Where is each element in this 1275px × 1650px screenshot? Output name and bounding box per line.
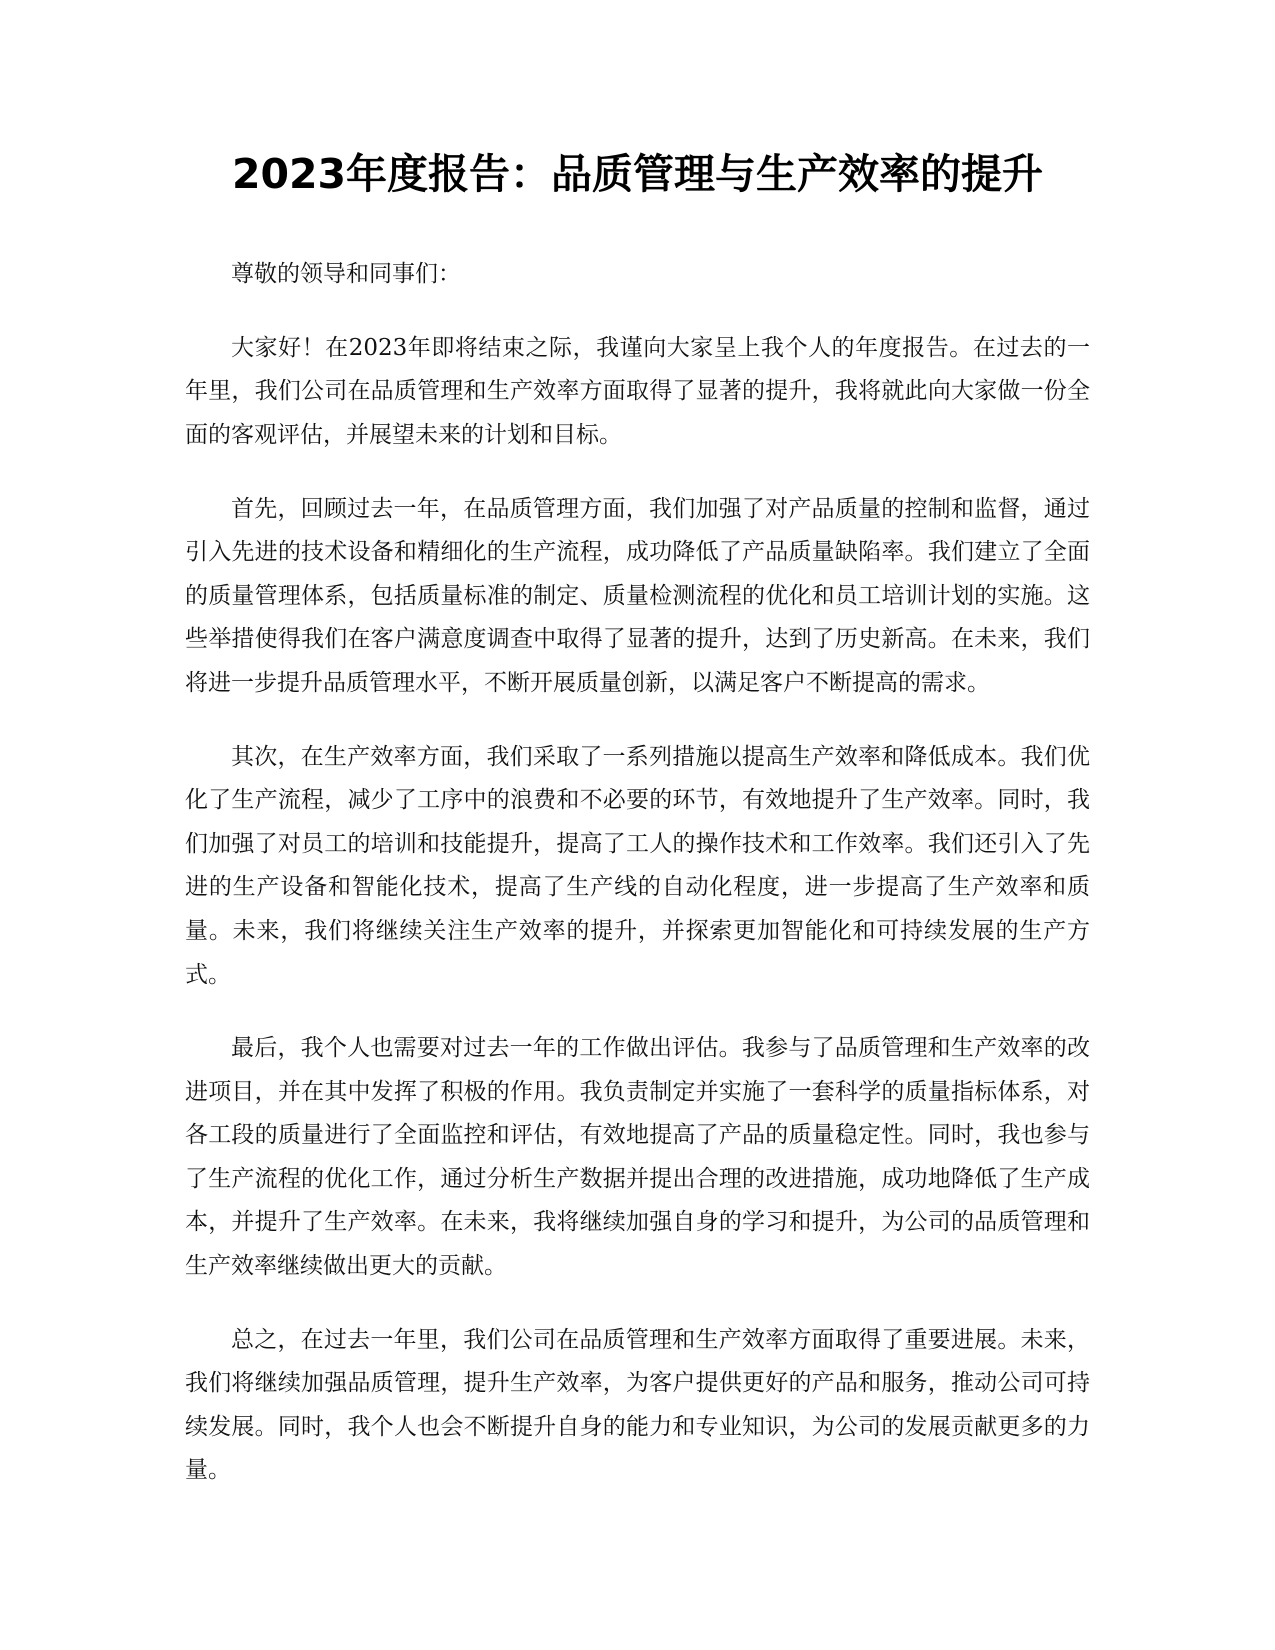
document-title: 2023年度报告：品质管理与生产效率的提升: [231, 150, 1044, 198]
paragraph-production-efficiency: 其次，在生产效率方面，我们采取了一系列措施以提高生产效率和降低成本。我们优化了生产流程，减少了工序中的浪费和不必要的环节，有效地提升了生产效率。同时，我们加强了对员工的培训和技能提升，提高了工人的操作技术和工作效率。我们还引入了先进的生产设备和智能化技术，提高了生产线的自动化程度，进一步提高了生产效率和质量。未来，我们将继续关注生产效率的提升，并探索更加智能化和可持续发展的生产方式。: [185, 743, 1090, 988]
paragraph-intro: 大家好！在2023年即将结束之际，我谨向大家呈上我个人的年度报告。在过去的一年里，我们公司在品质管理和生产效率方面取得了显著的提升，我将就此向大家做一份全面的客观评估，并展望未来的计划和目标。: [185, 334, 1090, 448]
paragraph-quality-management: 首先，回顾过去一年，在品质管理方面，我们加强了对产品质量的控制和监督，通过引入先进的技术设备和精细化的生产流程，成功降低了产品质量缺陷率。我们建立了全面的质量管理体系，包括质量标准的制定、质量检测流程的优化和员工培训计划的实施。这些举措使得我们在客户满意度调查中取得了显著的提升，达到了历史新高。在未来，我们将进一步提升品质管理水平，不断开展质量创新，以满足客户不断提高的需求。: [185, 495, 1090, 696]
paragraph-personal-evaluation: 最后，我个人也需要对过去一年的工作做出评估。我参与了品质管理和生产效率的改进项目，并在其中发挥了积极的作用。我负责制定并实施了一套科学的质量指标体系，对各工段的质量进行了全面监控和评估，有效地提高了产品的质量稳定性。同时，我也参与了生产流程的优化工作，通过分析生产数据并提出合理的改进措施，成功地降低了生产成本，并提升了生产效率。在未来，我将继续加强自身的学习和提升，为公司的品质管理和生产效率继续做出更大的贡献。: [185, 1035, 1090, 1280]
paragraph-greeting: 尊敬的领导和同事们：: [231, 261, 461, 288]
paragraph-conclusion: 总之，在过去一年里，我们公司在品质管理和生产效率方面取得了重要进展。未来，我们将继续加强品质管理，提升生产效率，为客户提供更好的产品和服务，推动公司可持续发展。同时，我个人也会不断提升自身的能力和专业知识，为公司的发展贡献更多的力量。: [185, 1326, 1090, 1484]
